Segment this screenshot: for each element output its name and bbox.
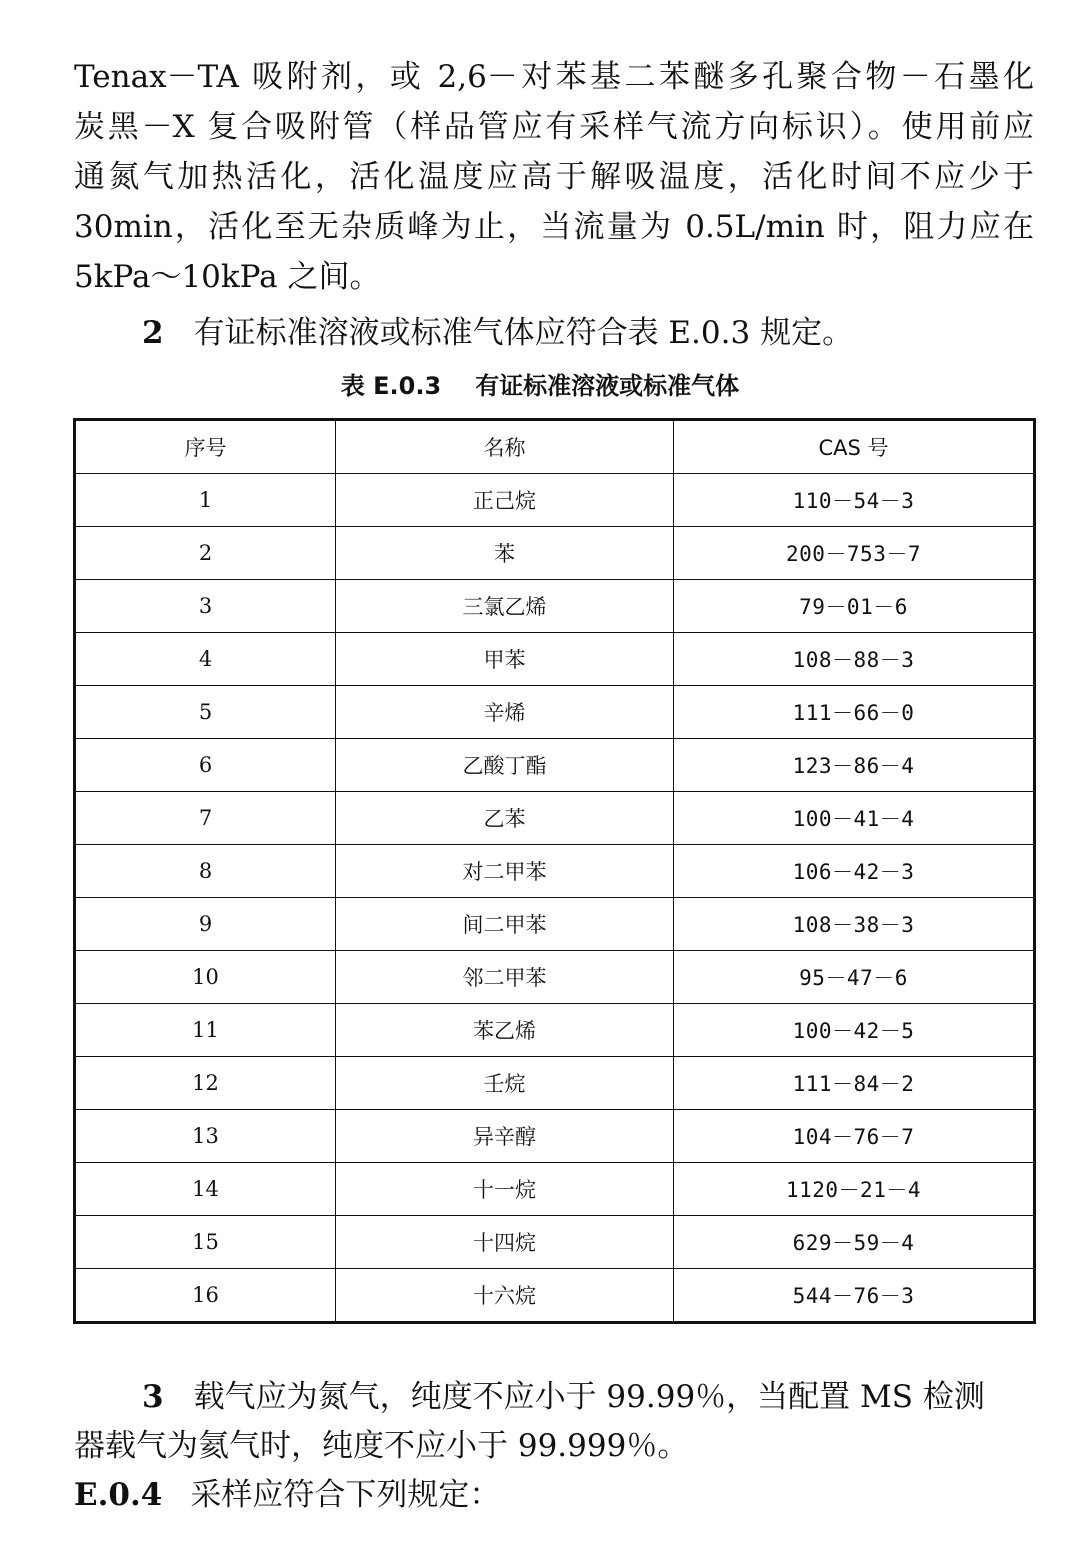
table-row	[75, 527, 1035, 580]
cell-name: 异辛醇	[336, 1110, 674, 1163]
table-header-row	[75, 420, 1035, 474]
cell-name: 邻二甲苯	[336, 951, 674, 1004]
cell-seq: 6	[75, 739, 336, 792]
item-3-line-1: 载气应为氮气，纯度不应小于 99.99％，当配置 MS 检测	[193, 1379, 985, 1415]
cell-name: 苯	[336, 527, 674, 580]
table-row	[75, 1163, 1035, 1216]
cell-seq: 13	[75, 1110, 336, 1163]
clause-number: E.0.4	[74, 1477, 163, 1513]
table-row	[75, 845, 1035, 898]
intro-line-5: 5kPa～10kPa 之间。	[74, 259, 381, 295]
cell-seq: 8	[75, 845, 336, 898]
cell-cas: 110－54－3	[674, 474, 1035, 527]
cell-seq: 12	[75, 1057, 336, 1110]
cell-cas: 544－76－3	[674, 1269, 1035, 1323]
cell-seq: 14	[75, 1163, 336, 1216]
cell-name: 乙苯	[336, 792, 674, 845]
table-row	[75, 792, 1035, 845]
cell-cas: 1120－21－4	[674, 1163, 1035, 1216]
cell-name: 对二甲苯	[336, 845, 674, 898]
cell-cas: 100－42－5	[674, 1004, 1035, 1057]
table-row	[75, 633, 1035, 686]
cell-name: 壬烷	[336, 1057, 674, 1110]
table-row	[75, 580, 1035, 633]
table-row	[75, 1004, 1035, 1057]
intro-line-4: 30min，活化至无杂质峰为止，当流量为 0.5L/min 时，阻力应在	[74, 209, 1034, 245]
cell-cas: 200－753－7	[674, 527, 1035, 580]
table-row	[75, 1269, 1035, 1323]
table-caption-title: 有证标准溶液或标准气体	[475, 372, 740, 400]
table-row	[75, 898, 1035, 951]
cell-cas: 95－47－6	[674, 951, 1035, 1004]
cell-seq: 5	[75, 686, 336, 739]
intro-line-3: 通氮气加热活化，活化温度应高于解吸温度，活化时间不应少于	[74, 159, 1034, 195]
cell-cas: 100－41－4	[674, 792, 1035, 845]
cell-name: 苯乙烯	[336, 1004, 674, 1057]
cell-name: 乙酸丁酯	[336, 739, 674, 792]
item-2-text: 有证标准溶液或标准气体应符合表 E.0.3 规定。	[193, 315, 854, 351]
cell-name: 十六烷	[336, 1269, 674, 1323]
cell-name: 间二甲苯	[336, 898, 674, 951]
cell-seq: 15	[75, 1216, 336, 1269]
cell-cas: 123－86－4	[674, 739, 1035, 792]
clause-e04	[74, 1470, 500, 1520]
header-name: 名称	[336, 420, 674, 474]
cell-cas: 108－88－3	[674, 633, 1035, 686]
cell-name: 十四烷	[336, 1216, 674, 1269]
cell-cas: 111－66－0	[674, 686, 1035, 739]
table-row	[75, 1216, 1035, 1269]
cell-seq: 11	[75, 1004, 336, 1057]
table-caption-number: 表 E.0.3	[340, 372, 442, 400]
cell-cas: 106－42－3	[674, 845, 1035, 898]
cell-seq: 2	[75, 527, 336, 580]
standards-table	[73, 418, 1036, 1324]
cell-name: 十一烷	[336, 1163, 674, 1216]
cell-cas: 111－84－2	[674, 1057, 1035, 1110]
cell-seq: 9	[75, 898, 336, 951]
clause-text: 采样应符合下列规定：	[190, 1477, 501, 1513]
table-row	[75, 739, 1035, 792]
item-2-number: 2	[142, 315, 164, 351]
cell-name: 正己烷	[336, 474, 674, 527]
cell-seq: 7	[75, 792, 336, 845]
cell-name: 辛烯	[336, 686, 674, 739]
cell-cas: 79－01－6	[674, 580, 1035, 633]
item-3-number: 3	[142, 1379, 164, 1415]
cell-seq: 10	[75, 951, 336, 1004]
item-3-continuation	[74, 1421, 688, 1471]
intro-line-2: 炭黑－X 复合吸附管（样品管应有采样气流方向标识）。使用前应	[74, 109, 1034, 145]
table-row	[75, 686, 1035, 739]
table-row	[75, 1057, 1035, 1110]
item-3	[142, 1372, 985, 1422]
cell-seq: 1	[75, 474, 336, 527]
item-3-line-2: 器载气为氦气时，纯度不应小于 99.999％。	[74, 1428, 689, 1464]
item-2	[142, 308, 853, 358]
cell-seq: 16	[75, 1269, 336, 1323]
table-row	[75, 474, 1035, 527]
intro-line-1: Tenax－TA 吸附剂，或 2,6－对苯基二苯醚多孔聚合物－石墨化	[74, 59, 1034, 95]
cell-seq: 4	[75, 633, 336, 686]
intro-paragraph	[74, 52, 1034, 302]
cell-name: 三氯乙烯	[336, 580, 674, 633]
header-seq: 序号	[75, 420, 336, 474]
cell-cas: 108－38－3	[674, 898, 1035, 951]
header-cas: CAS 号	[674, 420, 1035, 474]
cell-name: 甲苯	[336, 633, 674, 686]
cell-seq: 3	[75, 580, 336, 633]
table-row	[75, 1110, 1035, 1163]
table-caption	[0, 366, 1080, 406]
cell-cas: 104－76－7	[674, 1110, 1035, 1163]
cell-cas: 629－59－4	[674, 1216, 1035, 1269]
table-row	[75, 951, 1035, 1004]
